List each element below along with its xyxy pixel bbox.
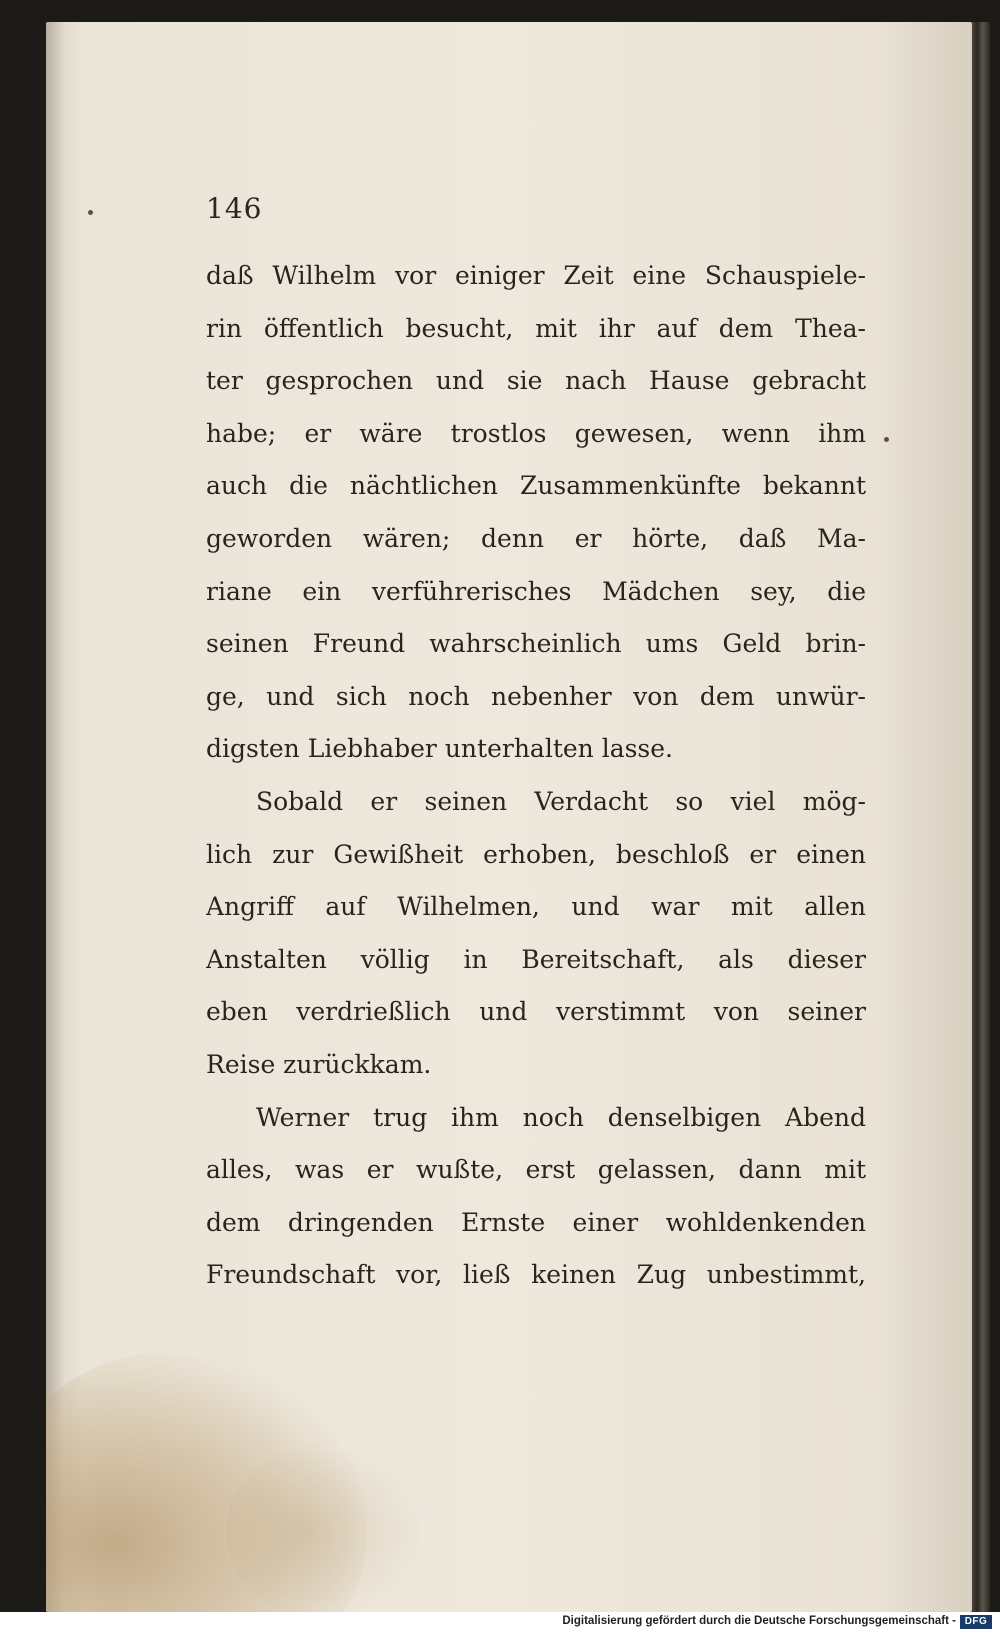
- text-line: seinen Freund wahrscheinlich ums Geld brin-: [206, 629, 866, 659]
- page-number: 146: [206, 192, 263, 225]
- page-edge-shadow: [972, 22, 990, 1612]
- text-line: rin öffentlich besucht, mit ihr auf dem Thea-: [206, 313, 866, 343]
- dfg-logo: DFG: [960, 1615, 992, 1629]
- text-line: dem dringenden Ernste einer wohldenkenden: [206, 1207, 866, 1237]
- ink-speck: [88, 210, 93, 215]
- text-line: lich zur Gewißheit erhoben, beschloß er einen: [206, 839, 866, 869]
- text-line: alles, was er wußte, erst gelassen, dann mit: [206, 1155, 866, 1185]
- water-stain-faint: [226, 1442, 426, 1612]
- text-line: Reise zurückkam.: [206, 1049, 432, 1079]
- text-line: Angriff auf Wilhelmen, und war mit allen: [206, 892, 866, 922]
- text-line: daß Wilhelm vor einiger Zeit eine Schauspiele-: [206, 261, 866, 290]
- book-page: [46, 22, 972, 1612]
- paragraph-start-line: Sobald er seinen Verdacht so viel mög-: [256, 786, 866, 816]
- text-line: Freundschaft vor, ließ keinen Zug unbestimmt,: [206, 1260, 866, 1290]
- body-text: [206, 250, 866, 1302]
- text-line: Anstalten völlig in Bereitschaft, als dieser: [206, 944, 866, 974]
- text-line: eben verdrießlich und verstimmt von seiner: [206, 997, 866, 1027]
- text-line: ge, und sich noch nebenher von dem unwür-: [206, 681, 866, 711]
- text-line: geworden wären; denn er hörte, daß Ma-: [206, 523, 866, 553]
- text-line: digsten Liebhaber unterhalten lasse.: [206, 734, 674, 764]
- text-line: ter gesprochen und sie nach Hause gebracht: [206, 366, 866, 396]
- digitization-credit: Digitalisierung gefördert durch die Deutsche Forschungsgemeinschaft -: [562, 1615, 956, 1627]
- text-line: riane ein verführerisches Mädchen sey, die: [206, 576, 866, 606]
- text-line: auch die nächtlichen Zusammenkünfte bekannt: [206, 471, 866, 501]
- ink-speck: [884, 437, 889, 442]
- paragraph-start-line: Werner trug ihm noch denselbigen Abend: [256, 1102, 866, 1132]
- text-line: habe; er wäre trostlos gewesen, wenn ihm: [206, 418, 866, 448]
- footer-bar: [0, 1612, 1000, 1633]
